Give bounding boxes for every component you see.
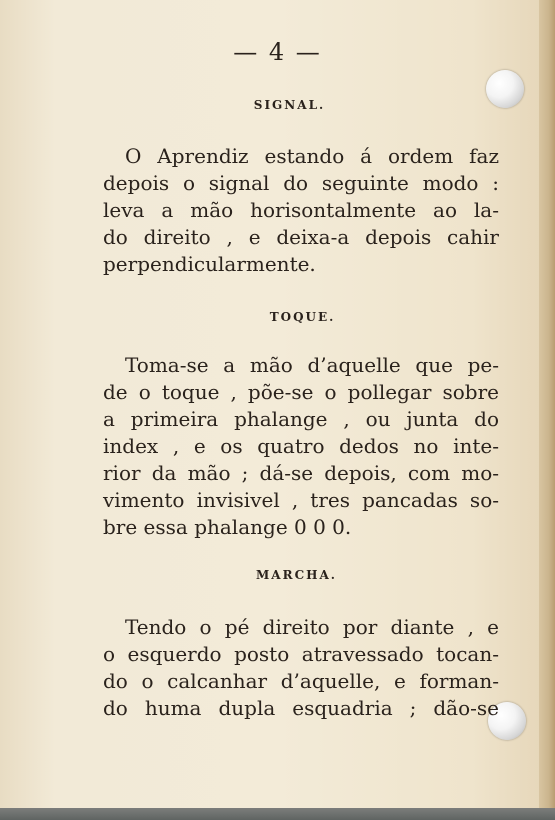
- section-heading-marcha: MARCHA.: [256, 568, 337, 582]
- text-line: leva a mão horisontalmente ao la-: [103, 198, 499, 222]
- text-line: a primeira phalange , ou junta do: [103, 407, 499, 431]
- text-line: bre essa phalange 0 0 0.: [103, 515, 352, 539]
- text-line: do o calcanhar d’aquelle, e forman-: [103, 669, 499, 693]
- section-heading-signal: SIGNAL.: [253, 98, 326, 112]
- text-line: de o toque , põe-se o pollegar sobre: [103, 380, 499, 404]
- text-line: depois o signal do seguinte modo :: [103, 171, 499, 195]
- page-edge: [539, 0, 555, 820]
- text-line: rior da mão ; dá-se depois, com mo-: [103, 461, 499, 485]
- text-line: Tendo o pé direito por diante , e: [125, 615, 499, 639]
- text-line: index , e os quatro dedos no inte-: [103, 434, 499, 458]
- text-line: vimento invisivel , tres pancadas so-: [103, 488, 499, 512]
- table-surface: [0, 808, 555, 820]
- text-line: do direito , e deixa-a depois cahir: [103, 225, 499, 249]
- page-number: — 4 —: [233, 38, 322, 66]
- text-line: O Aprendiz estando á ordem faz: [125, 144, 499, 168]
- section-heading-toque: TOQUE.: [269, 310, 336, 324]
- text-line: perpendicularmente.: [103, 252, 316, 276]
- paragraph-toque: [103, 352, 499, 541]
- text-line: do huma dupla esquadria ; dão-se: [103, 696, 499, 720]
- paragraph-marcha: [103, 614, 499, 722]
- text-line: o esquerdo posto atravessado tocan-: [103, 642, 499, 666]
- paragraph-signal: [103, 143, 499, 278]
- text-line: Toma-se a mão d’aquelle que pe-: [125, 353, 499, 377]
